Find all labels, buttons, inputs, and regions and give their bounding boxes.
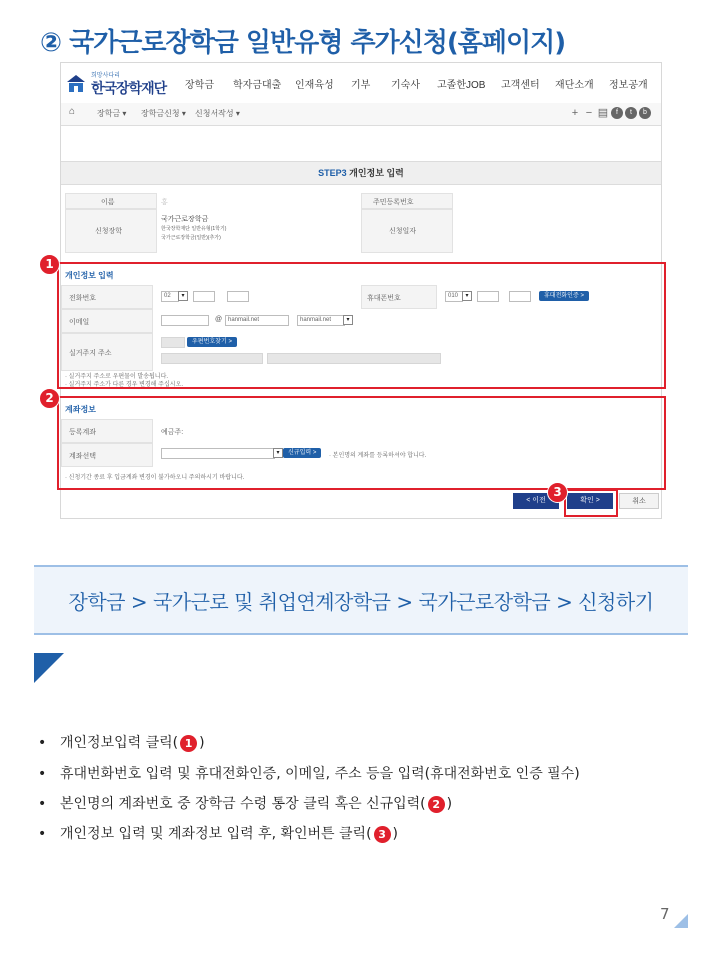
nav-donation[interactable]: 기부 bbox=[351, 80, 371, 91]
badge-3: 3 bbox=[547, 482, 568, 503]
instruction-badge: 2 bbox=[428, 796, 445, 813]
logo-icon bbox=[65, 72, 87, 94]
home-icon[interactable]: ⌂ bbox=[69, 106, 76, 117]
scholarship-label: 신청장학 bbox=[95, 228, 123, 235]
account-select-label: 계좌선택 bbox=[69, 453, 97, 460]
registered-account-label: 등록계좌 bbox=[69, 429, 97, 436]
site-breadcrumb-bar bbox=[61, 103, 661, 126]
page-corner-mark bbox=[674, 914, 688, 928]
blog-icon[interactable]: b bbox=[639, 107, 651, 119]
badge-1: 1 bbox=[39, 254, 60, 275]
email-at: @ bbox=[215, 316, 223, 323]
nav-scholarship[interactable]: 장학금 bbox=[185, 80, 214, 91]
email-domain-input[interactable]: hanmail.net bbox=[225, 315, 289, 326]
scholarship-detail-1: 한국장학재단 일반유형(1학기) bbox=[161, 226, 227, 232]
bullet-dot: • bbox=[38, 796, 47, 812]
name-label: 이름 bbox=[101, 199, 115, 206]
step-bar bbox=[61, 161, 661, 185]
rrn-label: 주민등록번호 bbox=[373, 199, 414, 206]
logo-tagline: 희망사다리 bbox=[91, 73, 120, 79]
nav-disclosure[interactable]: 정보공개 bbox=[609, 80, 648, 91]
name-value: 홍 bbox=[161, 199, 168, 206]
scholarship-detail-2: 국가근로장학금(일반)(추가) bbox=[161, 235, 221, 241]
address-label: 실거주지 주소 bbox=[69, 350, 112, 357]
facebook-icon[interactable]: f bbox=[611, 107, 623, 119]
address-note-1: · 실거주지 주소로 우편물이 발송됩니다. bbox=[65, 374, 169, 380]
account-section-title: 계좌정보 bbox=[65, 405, 96, 414]
instruction-item-3 bbox=[38, 793, 452, 813]
page-number: 7 bbox=[660, 905, 670, 923]
registered-account-value: 예금주: bbox=[161, 429, 184, 436]
nav-talent[interactable]: 인재육성 bbox=[295, 80, 334, 91]
bullet-dot: • bbox=[38, 826, 47, 842]
site-top-nav bbox=[61, 63, 661, 104]
instruction-badge: 3 bbox=[374, 826, 391, 843]
instruction-text: 휴대번화번호 입력 및 휴대전화인증, 이메일, 주소 등을 입력(휴대전화번호 인증 필수) bbox=[60, 766, 580, 782]
nav-dormitory[interactable]: 기숙사 bbox=[391, 80, 420, 91]
page-heading: ② 국가근로장학금 일반유형 추가신청(홈페이지) bbox=[40, 28, 566, 58]
nav-loan[interactable]: 학자금대출 bbox=[233, 80, 282, 91]
bullet-dot: • bbox=[38, 766, 47, 782]
cancel-button[interactable]: 취소 bbox=[619, 493, 659, 509]
highlight-box-personal bbox=[57, 262, 666, 389]
zipcode-search-button[interactable]: 우편번호찾기 > bbox=[187, 337, 237, 347]
instruction-item-4 bbox=[38, 823, 398, 843]
zoom-out-icon[interactable]: − bbox=[585, 107, 593, 119]
email-label: 이메일 bbox=[69, 319, 90, 326]
new-account-note: · 본인명의 계좌를 등록하셔야 합니다. bbox=[329, 453, 427, 459]
instruction-item-1 bbox=[38, 732, 205, 752]
phone-area-select[interactable]: 02 bbox=[161, 291, 179, 302]
instruction-close: ) bbox=[446, 796, 453, 812]
instruction-text: 본인명의 계좌번호 중 장학금 수령 통장 클릭 혹은 신규입력( bbox=[60, 796, 426, 812]
twitter-icon[interactable]: t bbox=[625, 107, 637, 119]
logo-name: 한국장학재단 bbox=[91, 80, 167, 96]
breadcrumb-form[interactable]: 신청서작성 ▾ bbox=[195, 109, 240, 118]
step-title: 개인정보 입력 bbox=[349, 168, 404, 178]
new-account-button[interactable]: 신규입력 > bbox=[283, 448, 321, 458]
step-label: STEP3 bbox=[318, 168, 347, 178]
breadcrumb-scholarship[interactable]: 장학금 ▾ bbox=[97, 109, 127, 118]
mobile-label: 휴대폰번호 bbox=[367, 295, 401, 302]
instruction-badge: 1 bbox=[180, 735, 197, 752]
instruction-text: 개인정보입력 클릭( bbox=[60, 735, 179, 751]
confirm-button[interactable]: 확인 > bbox=[567, 493, 613, 509]
breadcrumb-banner bbox=[34, 565, 688, 635]
chevron-down-icon[interactable]: ▾ bbox=[462, 291, 472, 301]
account-warning: · 신청기간 종료 후 입금계좌 변경이 불가하오니 주의하시기 바랍니다. bbox=[65, 475, 245, 481]
email-domain-select[interactable]: hanmail.net bbox=[297, 315, 345, 326]
breadcrumb-apply[interactable]: 장학금신청 ▾ bbox=[141, 109, 186, 118]
mobile-auth-button[interactable]: 휴대전화인증 > bbox=[539, 291, 589, 301]
nav-customer[interactable]: 고객센터 bbox=[501, 80, 540, 91]
chevron-down-icon[interactable]: ▾ bbox=[343, 315, 353, 325]
instruction-close: ) bbox=[392, 826, 399, 842]
bullet-dot: • bbox=[38, 735, 47, 751]
mobile-prefix-select[interactable]: 010 bbox=[445, 291, 463, 302]
nav-job[interactable]: 고졸한JOB bbox=[437, 80, 486, 91]
phone-label: 전화번호 bbox=[69, 295, 97, 302]
zoom-in-icon[interactable]: + bbox=[571, 107, 579, 119]
address-note-2: · 실거주지 주소가 다른 경우 변경해 주십시오. bbox=[65, 382, 183, 388]
personal-section-title: 개인정보 입력 bbox=[65, 271, 114, 280]
instruction-text: 개인정보 입력 및 계좌정보 입력 후, 확인버튼 클릭( bbox=[60, 826, 372, 842]
section-corner-mark bbox=[34, 653, 64, 683]
instruction-close: ) bbox=[199, 735, 205, 751]
site-logo[interactable] bbox=[65, 68, 183, 98]
nav-about[interactable]: 재단소개 bbox=[555, 80, 594, 91]
print-icon[interactable]: ▤ bbox=[597, 107, 609, 119]
chevron-down-icon[interactable]: ▾ bbox=[273, 448, 283, 458]
highlight-box-confirm bbox=[564, 489, 618, 517]
highlight-box-account bbox=[57, 396, 666, 490]
chevron-down-icon[interactable]: ▾ bbox=[178, 291, 188, 301]
badge-2: 2 bbox=[39, 388, 60, 409]
date-label: 신청일자 bbox=[389, 228, 417, 235]
scholarship-value: 국가근로장학금 bbox=[161, 216, 209, 223]
banner-path: 장학금 > 국가근로 및 취업연계장학금 > 국가근로장학금 > 신청하기 bbox=[68, 590, 654, 614]
instruction-item-2 bbox=[38, 763, 580, 783]
prev-button[interactable]: < 이전 bbox=[513, 493, 559, 509]
